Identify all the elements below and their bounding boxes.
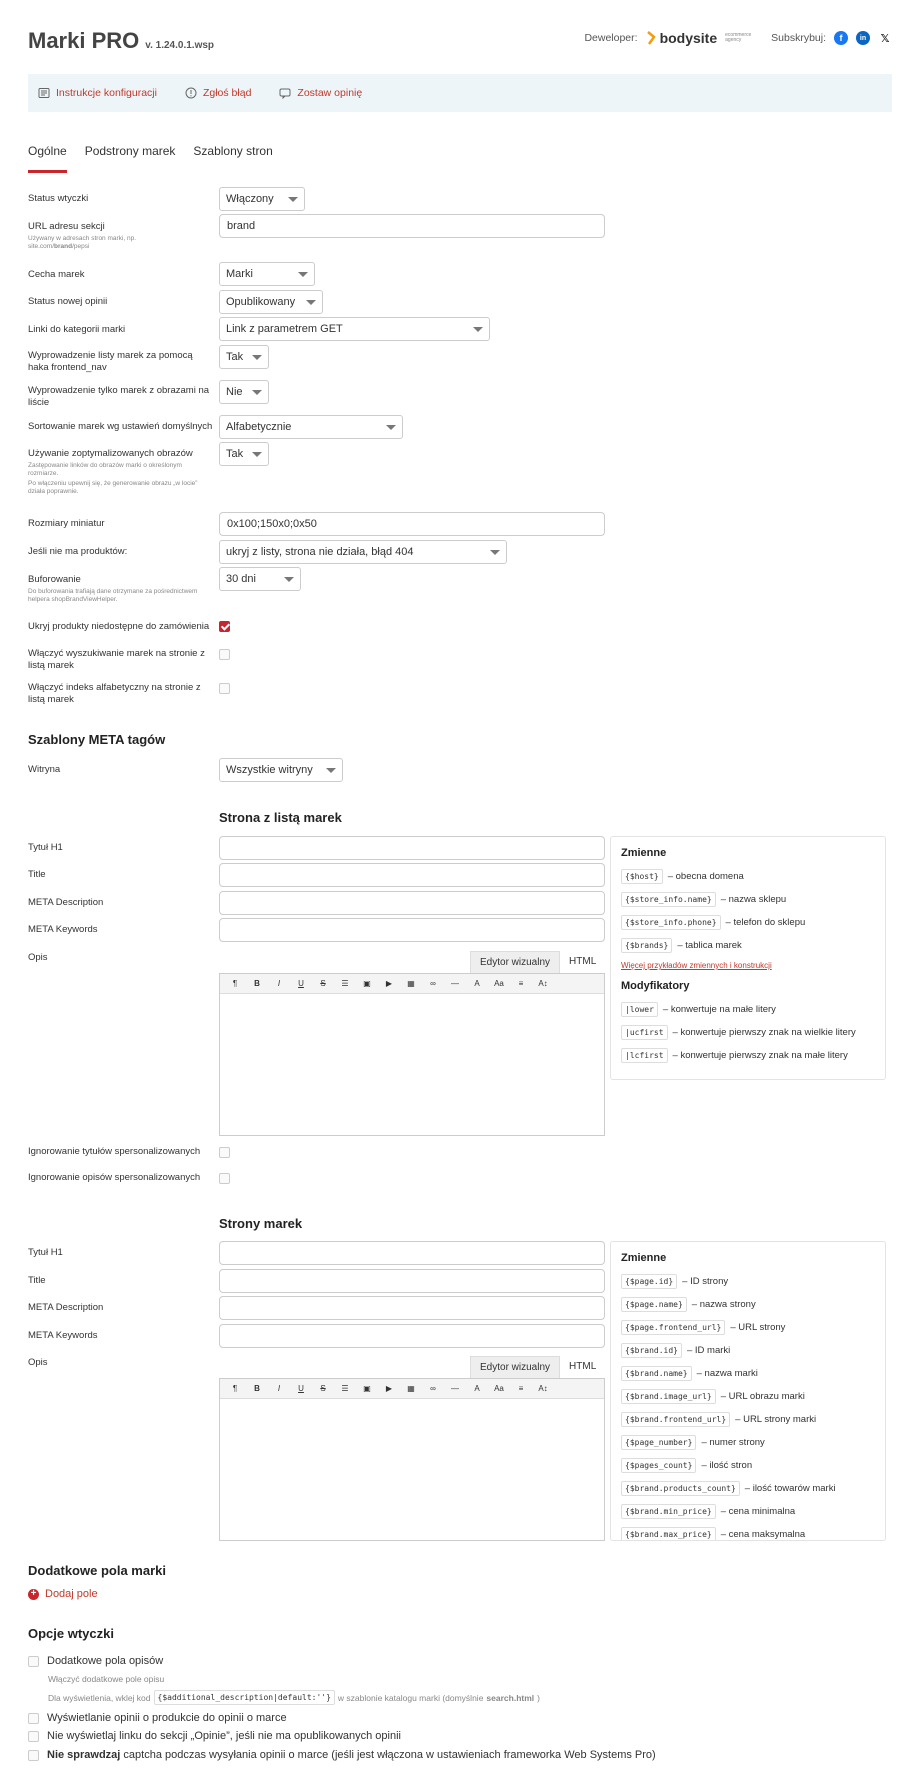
header-right [584,30,892,46]
var-row: {$host} – obecna domena [621,865,875,888]
tab-general[interactable]: Ogólne [28,144,67,173]
developer-label: Deweloper: [584,32,638,44]
alpha-index-label: Włączyć indeks alfabetyczny na stronie z listą marek [28,682,201,705]
link-icon[interactable]: ∞ [430,979,436,988]
plus-circle-icon: + [28,1589,39,1600]
list-page-heading: Strona z listą marek [219,810,342,825]
var-row: {$brand.min_price} – cena minimalna [621,1500,875,1523]
visual-editor-tab[interactable]: Edytor wizualny [470,1356,560,1378]
book-icon [38,87,50,99]
modifiers-title: Modyfikatory [621,980,690,992]
plugin-options-heading: Opcje wtyczki [28,1626,114,1641]
extra-desc-option: Dodatkowe pola opisów [28,1655,163,1667]
section-url-label: URL adresu sekcji Używany w adresach stron marki, np. site.com/brand/pepsi [28,221,208,251]
optimized-images-hint-1: Zastępowanie linków do obrazów marki o określonym rozmiarze. [28,462,182,477]
align-icon[interactable]: ≡ [518,1384,524,1393]
category-links-select[interactable]: Link z parametrem GET [219,317,490,341]
add-field-button[interactable]: + Dodaj pole [28,1588,98,1600]
only-images-label: Wyprowadzenie tylko marek z obrazami na liście [28,385,210,408]
hide-reviews-link-checkbox[interactable] [28,1731,39,1742]
sorting-label: Sortowanie marek wg ustawień domyślnych [28,421,213,432]
strikethrough-icon[interactable]: S [320,1384,326,1393]
optimized-images-select[interactable]: Tak [219,442,269,466]
no-captcha-checkbox[interactable] [28,1750,39,1761]
only-images-select[interactable]: Nie [219,380,269,404]
visual-editor-tab[interactable]: Edytor wizualny [470,951,560,973]
meta-heading: Szablony META tagów [28,732,166,747]
modifier-row: |lower – konwertuje na małe litery [621,998,875,1021]
hook-output-label: Wyprowadzenie listy marek za pomocą haka frontend_nav [28,350,193,373]
list-meta-keywords-label: META Keywords [28,924,98,935]
hide-reviews-link-option: Nie wyświetlaj linku do sekcji „Opinie”, jeśli nie ma opublikowanych opinii [28,1730,401,1742]
var-row: {$store_info.phone} – telefon do sklepu [621,911,875,934]
more-examples-link[interactable]: Więcej przykładów zmiennych i konstrukcji [621,961,772,970]
list-title-label: Title [28,869,46,880]
brand-h1-input[interactable] [219,1241,605,1265]
brand-desc-label: Opis [28,1357,48,1368]
var-row: {$page.frontend_url} – URL strony [621,1316,875,1339]
list-desc-label: Opis [28,952,48,963]
hide-unavailable-label: Ukryj produkty niedostępne do zamówienia [28,621,210,632]
brand-h1-label: Tytuł H1 [28,1247,63,1258]
italic-icon[interactable]: I [277,1384,281,1393]
font-color-icon[interactable]: A [474,979,480,988]
version-label: v. 1.24.0.1.wsp [145,40,215,51]
ignore-titles-label: Ignorowanie tytułów spersonalizowanych [28,1146,201,1157]
extra-desc-checkbox[interactable] [28,1656,39,1667]
list-editor-tabs [470,951,605,973]
chevron-down-icon [326,768,336,773]
var-row: {$store_info.name} – nazwa sklepu [621,888,875,911]
var-row: {$brand.max_price} – cena maksymalna [621,1523,875,1541]
review-link[interactable]: Zostaw opinię [279,87,362,99]
site-label: Witryna [28,764,61,775]
no-captcha-option: Nie sprawdzaj captcha podczas wysyłania opinii o marce (jeśli jest włączona w ustawieniach frameworka Web Systems Pro) [28,1749,656,1761]
hide-unavailable-checkbox[interactable] [219,621,230,632]
section-url-input[interactable]: brand [219,214,605,238]
chat-icon [279,87,291,99]
code-snippet: {$additional_description|default:''} [154,1690,335,1705]
strikethrough-icon[interactable]: S [320,979,326,988]
ignore-titles-checkbox[interactable] [219,1147,230,1158]
search-on-list-label: Włączyć wyszukiwanie marek na stronie z listą marek [28,648,205,671]
chevron-down-icon [252,355,262,360]
section-url-hint: Używany w adresach stron marki, np. site.com/brand/pepsi [28,235,137,250]
brand-meta-desc-label: META Description [28,1302,104,1313]
list-meta-keywords-input[interactable] [219,918,605,942]
var-row: {$brand.image_url} – URL obrazu marki [621,1385,875,1408]
list-h1-label: Tytuł H1 [28,842,63,853]
paragraph-icon[interactable]: ¶ [232,1384,238,1393]
var-row: {$brand.name} – nazwa marki [621,1362,875,1385]
chevron-down-icon [473,327,483,332]
linkedin-icon[interactable]: in [856,31,870,45]
brand-description-editor[interactable] [219,1378,605,1541]
optimized-images-hint-2: Po włączeniu upewnij się, że generowanie obrazu „w locie” działa poprawnie. [28,480,198,495]
report-bug-link[interactable]: Zgłoś błąd [185,87,251,99]
video-icon[interactable]: ▶ [385,979,393,988]
html-tab[interactable]: HTML [569,956,597,967]
brand-editor-tabs [470,1356,605,1378]
modifier-row: |lcfirst – konwertuje pierwszy znak na małe litery [621,1044,875,1067]
brand-meta-keywords-label: META Keywords [28,1330,98,1341]
chevron-down-icon [252,452,262,457]
thumb-sizes-input[interactable]: 0x100;150x0;0x50 [219,512,605,536]
new-review-status-select[interactable]: Opublikowany [219,290,323,314]
page-title: Marki PRO v. 1.24.0.1.wsp [28,28,215,53]
html-tab[interactable]: HTML [569,1361,597,1372]
alert-circle-icon [185,87,197,99]
var-row: {$pages_count} – ilość stron [621,1454,875,1477]
font-size-icon[interactable]: Aa [494,1384,504,1393]
editor-toolbar [220,1379,604,1399]
variables-title: Zmienne [621,1252,667,1264]
list-icon[interactable]: ☰ [341,979,349,988]
brand-variables-panel [610,1241,886,1541]
var-row: {$brand.id} – ID marki [621,1339,875,1362]
chevron-down-icon [306,300,316,305]
facebook-icon[interactable]: f [834,31,848,45]
list-icon[interactable]: ☰ [341,1384,349,1393]
new-review-status-label: Status nowej opinii [28,296,108,307]
line-height-icon[interactable]: A↕ [538,979,548,988]
list-meta-desc-label: META Description [28,897,104,908]
brand-meta-keywords-input[interactable] [219,1324,605,1348]
show-product-reviews-checkbox[interactable] [28,1713,39,1724]
plugin-status-select[interactable]: Włączony [219,187,305,211]
plugin-status-label: Status wtyczki [28,193,89,204]
var-row: {$brand.products_count} – ilość towarów marki [621,1477,875,1500]
bold-icon[interactable]: B [254,1384,260,1393]
sorting-select[interactable]: Alfabetycznie [219,415,403,439]
extra-desc-sub: Włączyć dodatkowe pole opisu [48,1674,165,1684]
show-product-reviews-option: Wyświetlanie opinii o produkcie do opinii o marce [28,1712,287,1724]
help-toolbar [28,74,892,112]
modifier-row: |ucfirst – konwertuje pierwszy znak na wielkie litery [621,1021,875,1044]
image-icon[interactable]: ▣ [363,1384,371,1393]
extra-desc-hint: Dla wyświetlenia, wklej kod {$additional_description|default:''} w szablonie katalogu marki (domyślnie search.html ) [48,1690,540,1705]
chevron-down-icon [386,425,396,430]
caching-select[interactable]: 30 dni [219,567,301,591]
underline-icon[interactable]: U [298,1384,304,1393]
horizontal-rule-icon[interactable]: — [451,1384,459,1393]
line-height-icon[interactable]: A↕ [538,1384,548,1393]
editor-toolbar [220,974,604,994]
thumb-sizes-label: Rozmiary miniatur [28,518,105,529]
bodysite-icon [646,31,656,45]
table-icon[interactable]: ▦ [407,1384,415,1393]
search-on-list-checkbox[interactable] [219,649,230,660]
list-description-editor[interactable] [219,973,605,1136]
category-links-label: Linki do kategorii marki [28,324,126,335]
chevron-down-icon [490,550,500,555]
chevron-down-icon [252,390,262,395]
instructions-link[interactable]: Instrukcje konfiguracji [38,87,157,99]
hook-output-select[interactable]: Tak [219,345,269,369]
brand-title-label: Title [28,1275,46,1286]
chevron-down-icon [298,272,308,277]
bodysite-logo[interactable]: bodysite [646,30,718,46]
ignore-desc-label: Ignorowanie opisów spersonalizowanych [28,1172,201,1183]
font-color-icon[interactable]: A [474,1384,480,1393]
tab-brand-subpages[interactable]: Podstrony marek [84,144,176,158]
underline-icon[interactable]: U [298,979,304,988]
optimized-images-label: Używanie zoptymalizowanych obrazów Zastępowanie linków do obrazów marki o określonym rozmiarze. Po włączeniu upewnij się, że generowanie obrazu „w locie” działa poprawnie. [28,448,213,496]
brand-title-input[interactable] [219,1269,605,1293]
chevron-down-icon [288,197,298,202]
ignore-desc-checkbox[interactable] [219,1173,230,1184]
variables-title: Zmienne [621,847,667,859]
var-row: {$page_number} – numer strony [621,1431,875,1454]
brand-feature-label: Cecha marek [28,269,85,280]
horizontal-rule-icon[interactable]: — [451,979,459,988]
bold-icon[interactable]: B [254,979,260,988]
font-size-icon[interactable]: Aa [494,979,504,988]
var-row: {$page.id} – ID strony [621,1270,875,1293]
brand-meta-desc-input[interactable] [219,1296,605,1320]
list-title-input[interactable] [219,863,605,887]
list-meta-desc-input[interactable] [219,891,605,915]
tab-page-templates[interactable]: Szablony stron [193,144,273,158]
var-row: {$page.name} – nazwa strony [621,1293,875,1316]
brand-feature-select[interactable]: Marki [219,262,315,286]
list-variables-panel [610,836,886,1080]
x-icon[interactable]: 𝕏 [878,31,892,45]
list-h1-input[interactable] [219,836,605,860]
caching-hint: Do buforowania trafiają dane otrzymane za pośrednictwem helpera shopBrandViewHelper. [28,588,198,603]
brand-pages-heading: Strony marek [219,1216,303,1231]
subscribe-label: Subskrybuj: [771,32,826,44]
video-icon[interactable]: ▶ [385,1384,393,1393]
italic-icon[interactable]: I [277,979,281,988]
align-icon[interactable]: ≡ [518,979,524,988]
image-icon[interactable]: ▣ [363,979,371,988]
site-select[interactable]: Wszystkie witryny [219,758,343,782]
brand-sub: ecommerce agency [725,32,752,43]
caching-label: Buforowanie Do buforowania trafiają dane otrzymane za pośrednictwem helpera shopBrandViewHelper. [28,574,203,604]
alpha-index-checkbox[interactable] [219,683,230,694]
chevron-down-icon [284,577,294,582]
var-row: {$brands} – tablica marek [621,934,875,957]
extra-fields-heading: Dodatkowe pola marki [28,1563,166,1578]
no-products-label: Jeśli nie ma produktów: [28,546,128,557]
paragraph-icon[interactable]: ¶ [232,979,238,988]
table-icon[interactable]: ▦ [407,979,415,988]
link-icon[interactable]: ∞ [430,1384,436,1393]
main-tabs [28,144,273,173]
no-products-select[interactable]: ukryj z listy, strona nie działa, błąd 404 [219,540,507,564]
var-row: {$brand.frontend_url} – URL strony marki [621,1408,875,1431]
